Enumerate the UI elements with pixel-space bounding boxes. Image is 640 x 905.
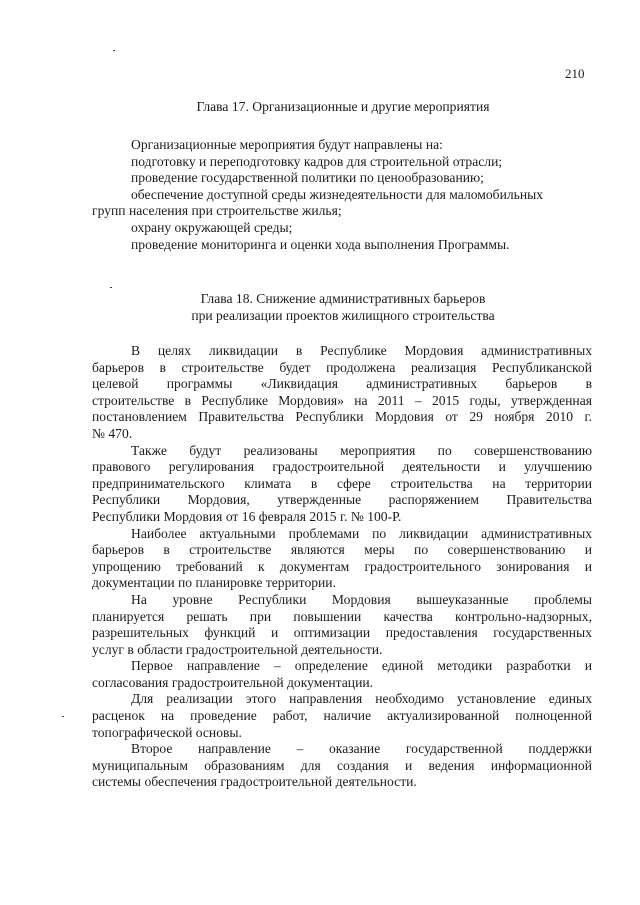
paragraph-line: № 470. [92,425,133,441]
list-item: подготовку и переподготовку кадров для строительной отрасли; [131,153,503,169]
paragraph-line: системы обеспечения градостроительной деятельности. [92,774,417,790]
paragraph-line: расценок на проведение работ, наличие актуализированной полноценной [92,708,592,724]
paragraph-line: целевой программы «Ликвидация административных барьеров в [92,376,592,392]
paragraph-line: разрешительных функций и оптимизации предоставления государственных [92,625,592,641]
chapter-17-body [92,137,592,253]
paragraph-line: В целях ликвидации в Республике Мордовия административных [131,343,592,358]
list-item: проведение мониторинга и оценки хода выполнения Программы. [131,236,510,252]
paragraph-line: барьеров в строительстве будет продолжена реализация Республиканской [92,359,592,375]
paragraph-line: Для реализации этого направления необходимо установление единых [131,691,592,707]
paragraph [92,343,592,443]
paragraph-line: согласования градостроительной документации. [92,674,374,690]
paragraph-line: На уровне Республики Мордовия вышеуказанные проблемы [131,591,592,607]
paragraph-line: услуг в области градостроительной деятельности. [92,641,383,657]
paragraph [92,526,592,592]
list-item: охрану окружающей среды; [131,219,293,235]
list-item: обеспечение доступной среды жизнедеятельности для маломобильных [131,186,544,202]
paragraph [92,658,592,691]
paragraph [92,741,592,791]
list-item: проведение государственной политики по ценообразованию; [131,170,484,186]
paragraph-line: документации по планировке территории. [92,575,336,591]
list-item-continuation: групп населения при строительстве жилья; [92,203,342,219]
chapter-18-title-line-2: при реализации проектов жилищного строительства [191,308,495,323]
paragraph-line: Также будут реализованы мероприятия по совершенствованию [131,442,592,458]
paragraph-line: правового регулирования градостроительной деятельности и улучшению [92,459,592,475]
page-number: 210 [565,66,585,81]
paragraph [92,592,592,658]
paragraph-line: Первое направление – определение единой методики разработки и [131,658,592,674]
paragraph [92,443,592,526]
paragraph-line: топографической основы. [92,724,242,740]
paragraph-line: муниципальным образованиям для создания и ведения информационной [92,757,592,773]
paragraph-line: Республики Мордовия от 16 февраля 2015 г. № 100-Р. [92,508,402,524]
paragraph-line: Второе направление – оказание государственной поддержки [131,741,592,757]
chapter-17-title: Глава 17. Организационные и другие мероприятия [196,99,490,114]
paragraph-line: предпринимательского климата в сфере строительства на территории [92,475,592,491]
paragraph-line: постановлением Правительства Республики Мордовия от 29 ноября 2010 г. [92,409,592,425]
scan-speck [113,50,115,51]
chapter-17-intro: Организационные мероприятия будут направлены на: [131,137,443,152]
paragraph-line: Республики Мордовия, утвержденные распоряжением Правительства [92,492,592,508]
paragraph-line: барьеров в строительстве являются меры по совершенствованию и [92,542,592,558]
chapter-18-body [92,343,592,791]
paragraph-line: Наиболее актуальными проблемами по ликвидации административных [131,525,592,541]
paragraph [92,691,592,741]
paragraph-line: упрощению требований к документам градостроительного зонирования и [92,558,592,574]
chapter-18-title-line-1: Глава 18. Снижение административных барьеров [200,291,486,306]
paragraph-line: строительстве в Республике Мордовия» на 2011 – 2015 годы, утвержденная [92,392,592,408]
scan-speck [110,287,112,288]
paragraph-line: планируется решать при повышении качества контрольно-надзорных, [92,608,592,624]
scan-speck [62,716,64,717]
